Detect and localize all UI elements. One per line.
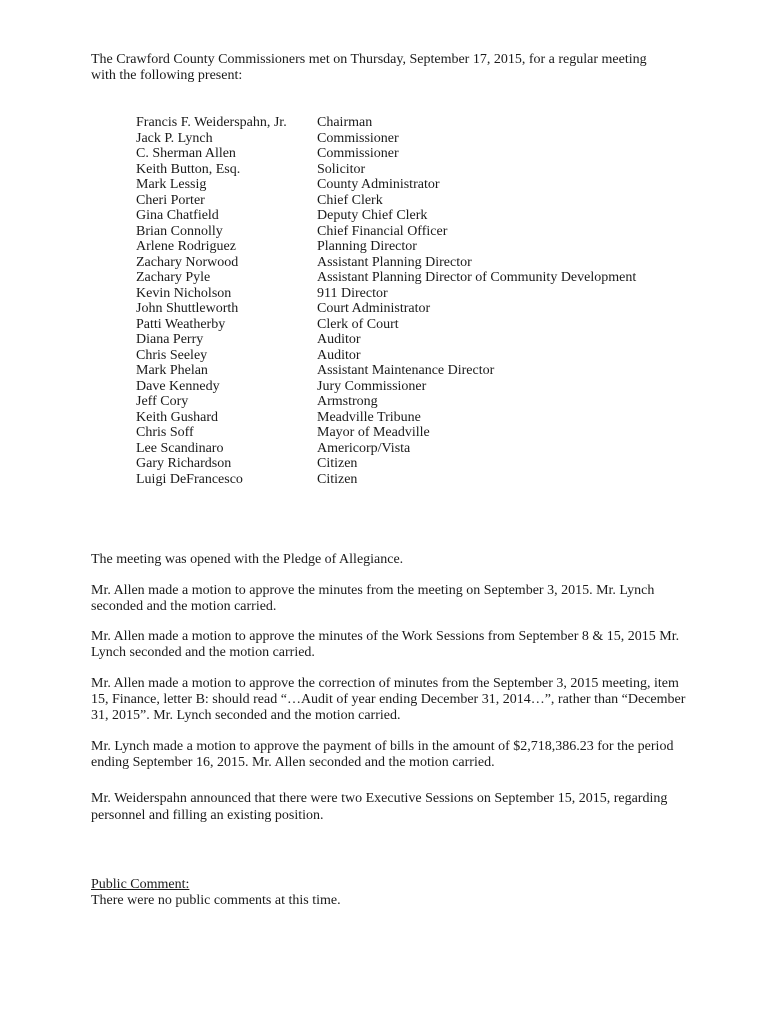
attendee-name: Dave Kennedy [136,378,220,394]
attendee-role: Assistant Planning Director of Community Development [317,270,637,285]
attendee-row [136,348,691,364]
attendee-row [136,441,691,457]
attendee-row [136,332,691,348]
attendee-name: Brian Connolly [136,223,223,239]
attendee-role: Planning Director [317,239,417,254]
attendee-row [136,270,691,286]
attendee-name: Patti Weatherby [136,316,226,332]
attendee-name: Zachary Pyle [136,270,211,285]
minutes-work-sessions-paragraph: Mr. Allen made a motion to approve the minutes of the Work Sessions from September 8 & 15, 2015 Mr. Lynch seconded and the motion carried. [91,629,680,660]
attendee-name: Keith Gushard [136,409,219,425]
attendee-row [136,456,691,472]
attendee-name: Gary Richardson [136,456,232,471]
attendee-role: Deputy Chief Clerk [317,208,428,223]
attendee-name: Chris Soff [136,425,194,440]
attendee-name: John Shuttleworth [136,301,239,316]
attendee-name: Lee Scandinaro [136,440,224,456]
attendee-role: Armstrong [317,394,378,409]
attendee-name: C. Sherman Allen [136,146,236,161]
attendee-row [136,146,691,162]
attendee-role: Chairman [317,115,373,130]
attendee-name: Francis F. Weiderspahn, Jr. [136,115,287,130]
attendee-row [136,193,691,209]
attendee-row [136,472,691,488]
attendee-name: Jack P. Lynch [136,130,213,146]
bills-paragraph: Mr. Lynch made a motion to approve the payment of bills in the amount of $2,718,386.23 for the period ending September 16, 2015. Mr. Allen seconded and the motion carried. [91,739,674,770]
attendee-row [136,425,691,441]
attendee-row [136,317,691,333]
attendee-row [136,363,691,379]
attendee-role: Auditor [317,332,361,347]
attendee-role: Chief Clerk [317,192,383,208]
attendee-name: Keith Button, Esq. [136,161,241,177]
attendee-name: Cheri Porter [136,192,205,208]
correction-paragraph: Mr. Allen made a motion to approve the correction of minutes from the September 3, 2015 meeting, item 15, Finance, letter B: should read “…Audit of year ending December 31, 2014…”, rather than “December 31, 2015”. Mr. Lynch seconded and the motion carried. [91,676,686,723]
attendee-name: Diana Perry [136,332,204,347]
pledge-paragraph: The meeting was opened with the Pledge of Allegiance. [91,552,404,567]
attendee-role: Jury Commissioner [317,378,427,394]
public-comment-heading: Public Comment: [91,877,190,892]
executive-sessions-paragraph: Mr. Weiderspahn announced that there were two Executive Sessions on September 15, 2015, regarding personnel and filling an existing position. [91,791,668,823]
attendee-role: 911 Director [317,285,388,301]
attendee-name: Kevin Nicholson [136,285,232,301]
minutes-sept3-paragraph: Mr. Allen made a motion to approve the minutes from the meeting on September 3, 2015. Mr. Lynch seconded and the motion carried. [91,583,655,614]
attendee-row [136,410,691,426]
attendee-name: Gina Chatfield [136,208,219,223]
meeting-minutes-page [91,52,691,909]
attendee-row [136,286,691,302]
attendee-row [136,301,691,317]
attendee-name: Mark Lessig [136,177,207,192]
attendee-name: Jeff Cory [136,394,189,409]
attendee-row [136,239,691,255]
attendee-role: Auditor [317,347,361,363]
attendee-role: Assistant Planning Director [317,254,472,270]
attendee-name: Chris Seeley [136,347,208,363]
attendee-row [136,208,691,224]
attendee-role: Assistant Maintenance Director [317,363,495,378]
attendee-name: Zachary Norwood [136,254,239,270]
attendee-row [136,177,691,193]
public-comment-text: There were no public comments at this time. [91,893,341,908]
attendee-role: Chief Financial Officer [317,223,448,239]
attendee-row [136,131,691,147]
attendee-name: Luigi DeFrancesco [136,471,243,487]
attendee-name: Arlene Rodriguez [136,239,236,254]
attendee-role: Clerk of Court [317,316,399,332]
intro-paragraph: The Crawford County Commissioners met on Thursday, September 17, 2015, for a regular meeting with the following present: [91,52,647,83]
attendee-row [136,379,691,395]
attendee-role: Court Administrator [317,301,431,316]
attendee-list [136,115,691,487]
attendee-name: Mark Phelan [136,363,208,378]
attendee-role: Commissioner [317,130,399,146]
attendee-role: Meadville Tribune [317,409,421,425]
attendee-row [136,224,691,240]
attendee-role: Mayor of Meadville [317,425,430,440]
attendee-row [136,162,691,178]
attendee-role: Solicitor [317,161,366,177]
attendee-role: Commissioner [317,146,399,161]
attendee-row [136,115,691,131]
attendee-role: Americorp/Vista [317,440,411,456]
attendee-role: Citizen [317,456,358,471]
attendee-row [136,394,691,410]
attendee-role: Citizen [317,471,358,487]
attendee-row [136,255,691,271]
attendee-role: County Administrator [317,177,440,192]
